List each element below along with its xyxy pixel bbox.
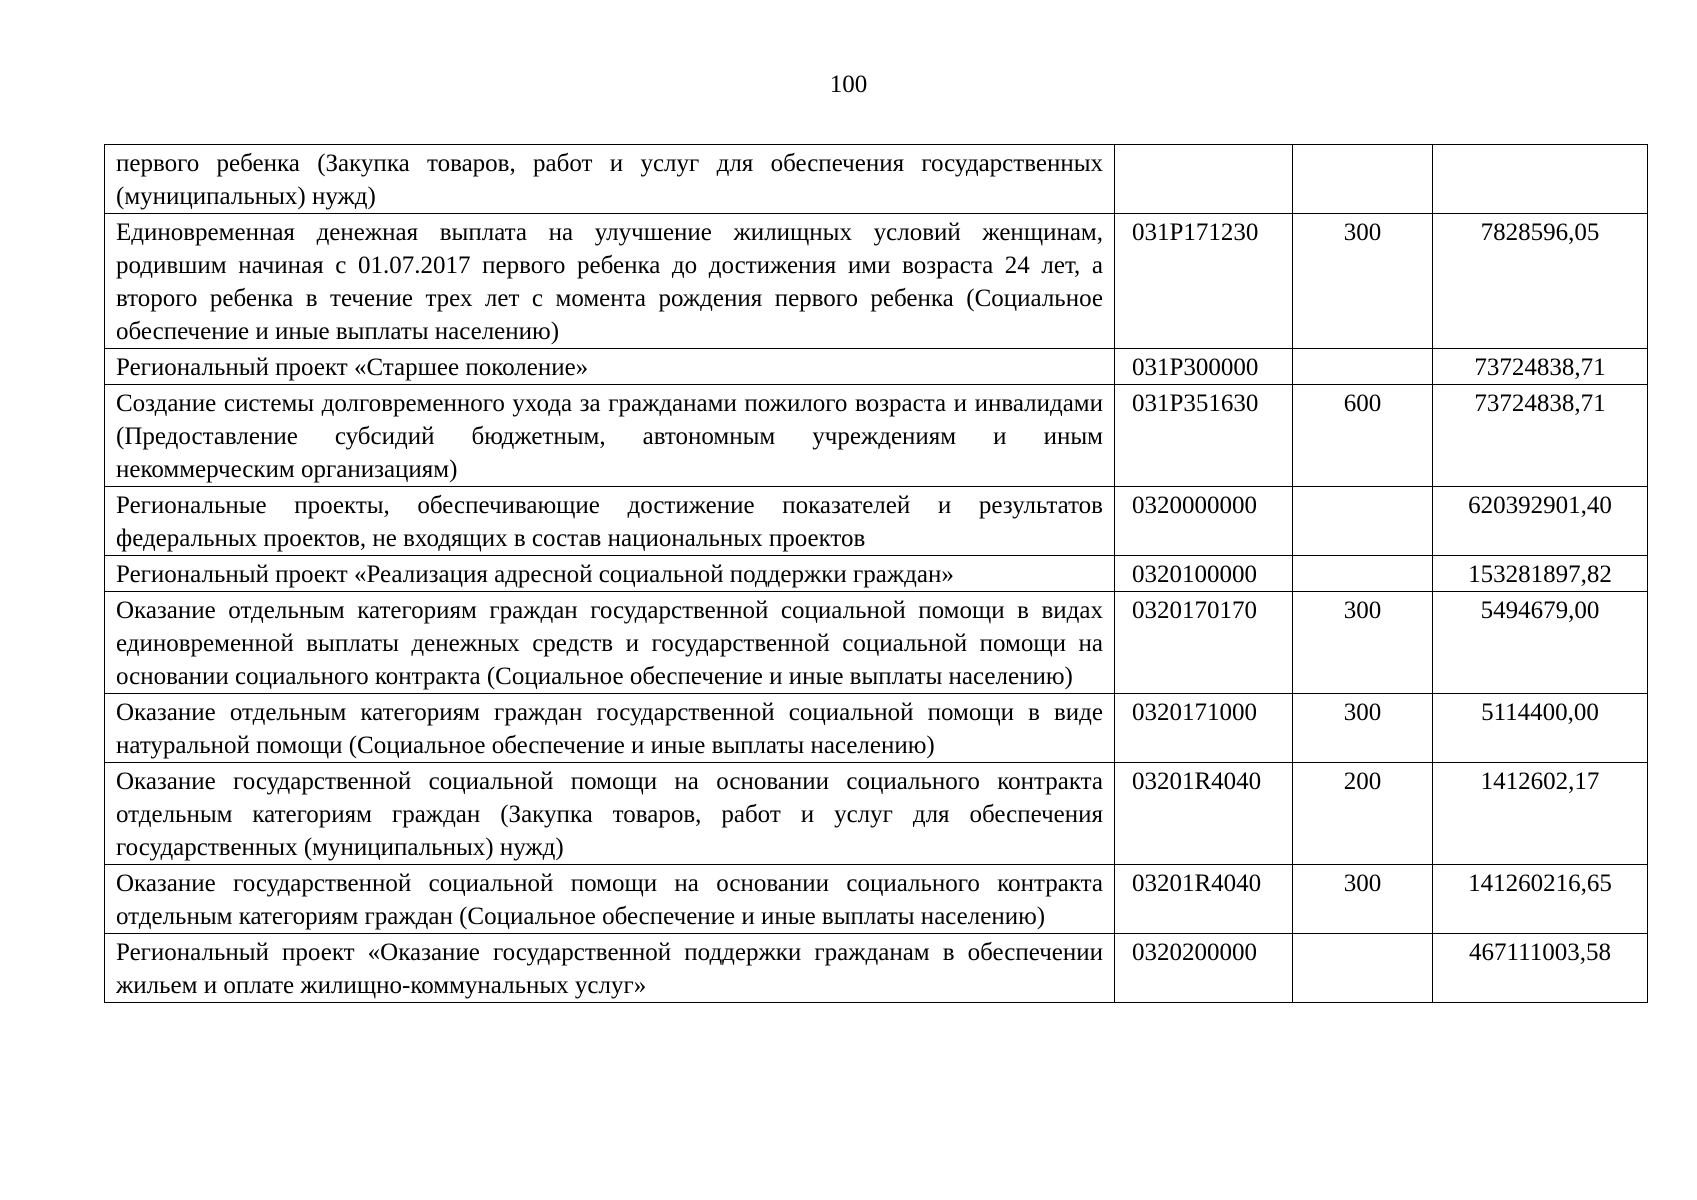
- expense-type: [1293, 487, 1433, 556]
- target-code: 031P300000: [1115, 349, 1293, 385]
- item-name: Региональный проект «Оказание государственной поддержки гражданам в обеспечении жильем и оплате жилищно-коммунальных услуг»: [105, 934, 1115, 1003]
- expense-type: 300: [1293, 865, 1433, 934]
- item-name: Оказание отдельным категориям граждан государственной социальной помощи в виде натуральной помощи (Социальное обеспечение и иные выплаты населению): [105, 694, 1115, 763]
- amount: 5114400,00: [1433, 694, 1648, 763]
- amount: 467111003,58: [1433, 934, 1648, 1003]
- item-name: Оказание отдельным категориям граждан государственной социальной помощи в видах единовременной выплаты денежных средств и государственной социальной помощи на основании социального контракта (Социальное обеспечение и иные выплаты населению): [105, 592, 1115, 694]
- expense-type: 300: [1293, 592, 1433, 694]
- item-name: Оказание государственной социальной помощи на основании социального контракта отдельным категориям граждан (Закупка товаров, работ и услуг для обеспечения государственных (муниципальных) нужд): [105, 763, 1115, 865]
- target-code: 03201R4040: [1115, 865, 1293, 934]
- table-row: [105, 865, 1648, 934]
- table-row: [105, 349, 1648, 385]
- page-number: 100: [829, 71, 868, 98]
- target-code: 0320170170: [1115, 592, 1293, 694]
- item-name: Единовременная денежная выплата на улучшение жилищных условий женщинам, родившим начиная с 01.07.2017 первого ребенка до достижения ими возраста 24 лет, а второго ребенка в течение трех лет с момента рождения первого ребенка (Социальное обеспечение и иные выплаты населению): [105, 214, 1115, 349]
- table-row: [105, 385, 1648, 487]
- item-name: Региональный проект «Реализация адресной социальной поддержки граждан»: [105, 556, 1115, 592]
- table-row: [105, 487, 1648, 556]
- expense-type: [1293, 145, 1433, 214]
- expense-type: 600: [1293, 385, 1433, 487]
- expense-type: [1293, 556, 1433, 592]
- table-row: [105, 145, 1648, 214]
- amount: 7828596,05: [1433, 214, 1648, 349]
- amount: 5494679,00: [1433, 592, 1648, 694]
- amount: 620392901,40: [1433, 487, 1648, 556]
- table-row: [105, 934, 1648, 1003]
- amount: 73724838,71: [1433, 385, 1648, 487]
- expense-type: [1293, 934, 1433, 1003]
- table-row: [105, 556, 1648, 592]
- item-name: Оказание государственной социальной помощи на основании социального контракта отдельным категориям граждан (Социальное обеспечение и иные выплаты населению): [105, 865, 1115, 934]
- amount: 141260216,65: [1433, 865, 1648, 934]
- item-name: первого ребенка (Закупка товаров, работ и услуг для обеспечения государственных (муниципальных) нужд): [105, 145, 1115, 214]
- amount: [1433, 145, 1648, 214]
- amount: 153281897,82: [1433, 556, 1648, 592]
- target-code: [1115, 145, 1293, 214]
- amount: 1412602,17: [1433, 763, 1648, 865]
- item-name: Создание системы долговременного ухода за гражданами пожилого возраста и инвалидами (Предоставление субсидий бюджетным, автономным учреждениям и иным некоммерческим организациям): [105, 385, 1115, 487]
- target-code: 03201R4040: [1115, 763, 1293, 865]
- item-name: Региональные проекты, обеспечивающие достижение показателей и результатов федеральных проектов, не входящих в состав национальных проектов: [105, 487, 1115, 556]
- expense-type: [1293, 349, 1433, 385]
- expense-type: 200: [1293, 763, 1433, 865]
- table-row: [105, 214, 1648, 349]
- target-code: 0320171000: [1115, 694, 1293, 763]
- table-row: [105, 763, 1648, 865]
- expense-type: 300: [1293, 694, 1433, 763]
- target-code: 031P171230: [1115, 214, 1293, 349]
- target-code: 0320200000: [1115, 934, 1293, 1003]
- table-row: [105, 694, 1648, 763]
- target-code: 0320000000: [1115, 487, 1293, 556]
- expense-type: 300: [1293, 214, 1433, 349]
- table-row: [105, 592, 1648, 694]
- target-code: 0320100000: [1115, 556, 1293, 592]
- item-name: Региональный проект «Старшее поколение»: [105, 349, 1115, 385]
- target-code: 031P351630: [1115, 385, 1293, 487]
- amount: 73724838,71: [1433, 349, 1648, 385]
- budget-table: [104, 144, 1648, 1003]
